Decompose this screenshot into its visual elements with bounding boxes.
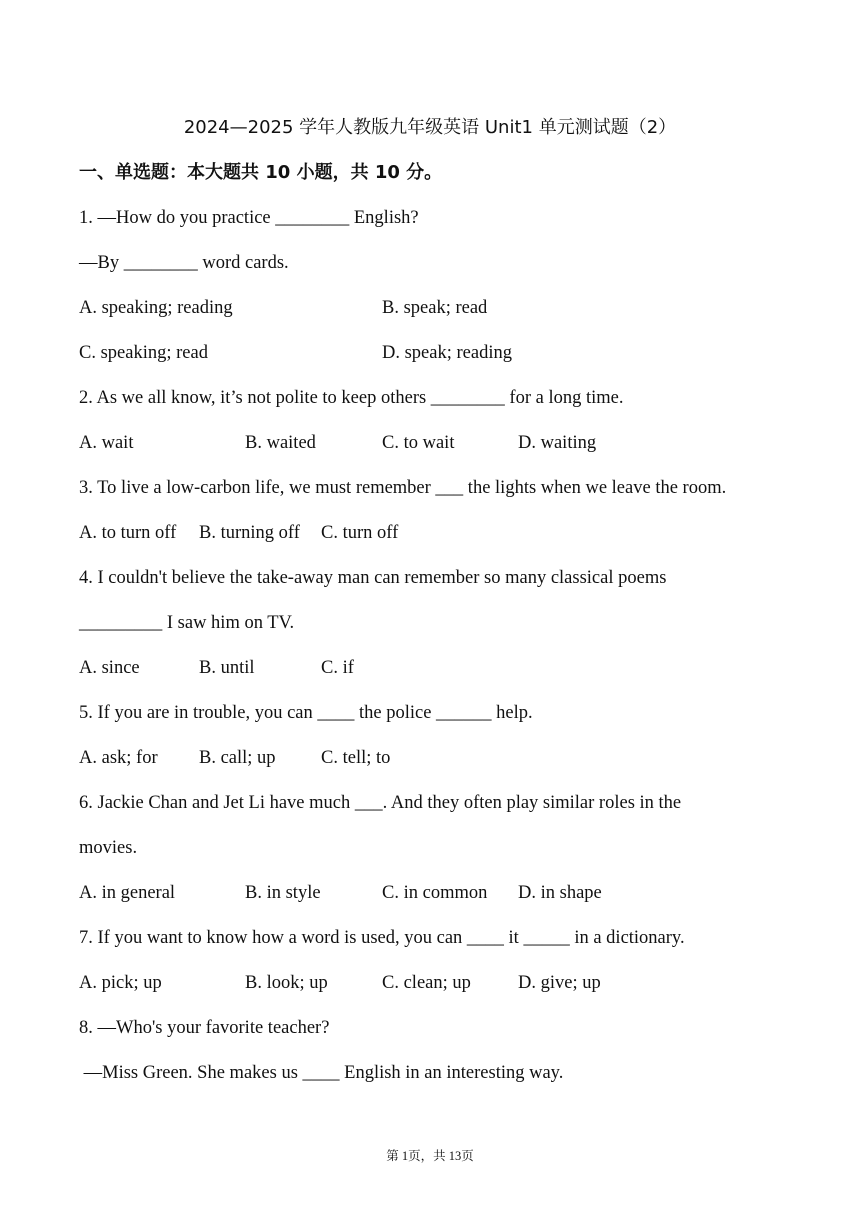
question-8-stem-line-2: —Miss Green. She makes us ____ English in an interesting way.: [79, 1063, 564, 1083]
question-6-option-d: D. in shape: [518, 883, 602, 903]
question-3-option-a: A. to turn off: [79, 523, 177, 543]
section-heading: 一、单选题：本大题共 10 小题，共 10 分。: [79, 162, 443, 183]
question-1-stem-line-2: —By ________ word cards.: [79, 253, 289, 273]
question-4-stem-line-2: _________ I saw him on TV.: [79, 613, 295, 633]
question-1-option-d: D. speak; reading: [382, 343, 512, 363]
question-6-option-b: B. in style: [245, 883, 321, 903]
question-2-option-a: A. wait: [79, 433, 134, 453]
question-5-stem: 5. If you are in trouble, you can ____ the police ______ help.: [79, 703, 533, 723]
question-1-option-a: A. speaking; reading: [79, 298, 233, 318]
question-3-stem: 3. To live a low-carbon life, we must remember ___ the lights when we leave the room.: [79, 478, 727, 498]
question-1-option-b: B. speak; read: [382, 298, 488, 318]
question-5-option-b: B. call; up: [199, 748, 276, 768]
document-title: 2024—2025 学年人教版九年级英语 Unit1 单元测试题（2）: [183, 117, 677, 138]
question-6-option-c: C. in common: [382, 883, 488, 903]
question-2-option-d: D. waiting: [518, 433, 597, 453]
question-3-option-c: C. turn off: [321, 523, 399, 543]
question-7-option-c: C. clean; up: [382, 973, 471, 993]
question-6-stem: 6. Jackie Chan and Jet Li have much ___. And they often play similar roles in the: [79, 793, 682, 813]
question-5-option-c: C. tell; to: [321, 748, 391, 768]
question-6-stem-line-2: movies.: [79, 838, 138, 858]
question-3-option-b: B. turning off: [199, 523, 300, 543]
question-7-option-a: A. pick; up: [79, 973, 162, 993]
question-8-stem: 8. —Who's your favorite teacher?: [79, 1018, 330, 1038]
question-2-stem: 2. As we all know, it’s not polite to keep others ________ for a long time.: [79, 388, 624, 408]
question-7-stem: 7. If you want to know how a word is used, you can ____ it _____ in a dictionary.: [79, 928, 685, 948]
question-2-option-c: C. to wait: [382, 433, 455, 453]
question-1-option-c: C. speaking; read: [79, 343, 208, 363]
question-1-stem: 1. —How do you practice ________ English?: [79, 208, 419, 228]
question-5-option-a: A. ask; for: [79, 748, 158, 768]
question-4-option-c: C. if: [321, 658, 354, 678]
question-4-option-b: B. until: [199, 658, 255, 678]
question-4-option-a: A. since: [79, 658, 140, 678]
question-2-option-b: B. waited: [245, 433, 316, 453]
page-footer: 第 1页，共 13页: [386, 1149, 474, 1163]
question-6-option-a: A. in general: [79, 883, 176, 903]
question-7-option-d: D. give; up: [518, 973, 601, 993]
question-7-option-b: B. look; up: [245, 973, 328, 993]
question-4-stem: 4. I couldn't believe the take-away man can remember so many classical poems: [79, 568, 667, 588]
